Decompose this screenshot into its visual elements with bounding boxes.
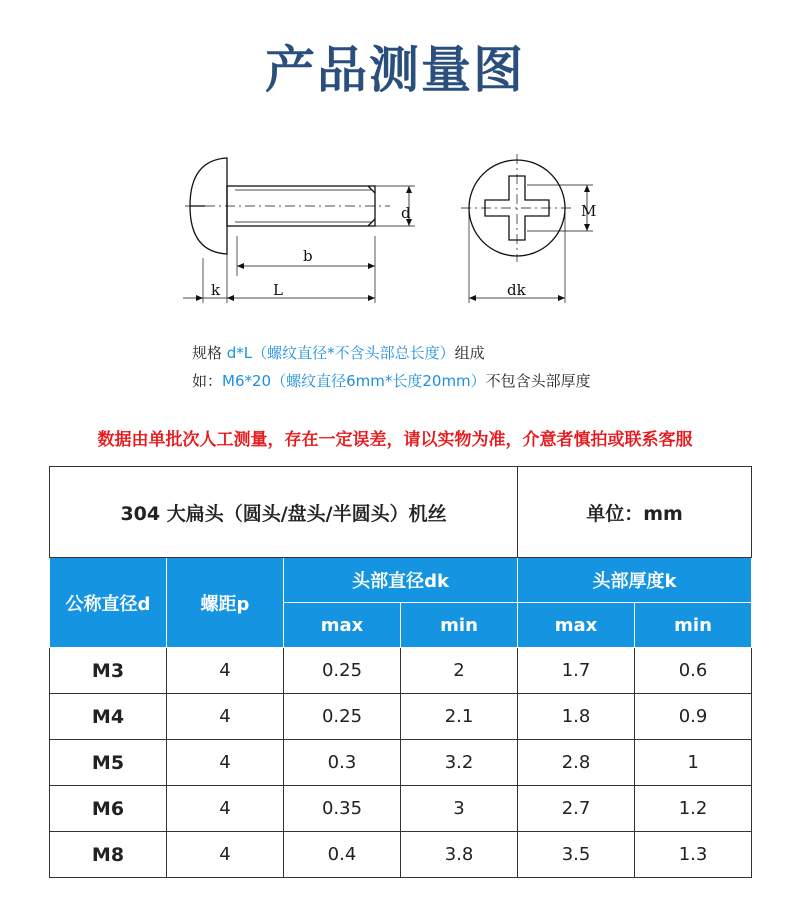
col-head-thickness: 头部厚度k xyxy=(518,558,752,603)
k-max-cell: 1.8 xyxy=(518,694,635,740)
k-max-cell: 2.7 xyxy=(518,786,635,832)
dk-min-cell: 3.2 xyxy=(401,740,518,786)
k-max-cell: 2.8 xyxy=(518,740,635,786)
size-cell: M3 xyxy=(50,648,167,694)
col-dk-min: min xyxy=(401,603,518,648)
table-row xyxy=(50,648,752,694)
table-row xyxy=(50,786,752,832)
pitch-cell: 4 xyxy=(167,832,284,878)
dk-max-cell: 0.25 xyxy=(284,648,401,694)
label-k: k xyxy=(211,281,221,299)
spec-line-2 xyxy=(192,370,591,391)
table-row xyxy=(50,832,752,878)
dk-min-cell: 3.8 xyxy=(401,832,518,878)
spec-line-1-highlight: d*L（螺纹直径*不含头部总长度） xyxy=(226,344,455,362)
pitch-cell: 4 xyxy=(167,786,284,832)
size-cell: M6 xyxy=(50,786,167,832)
dk-max-cell: 0.25 xyxy=(284,694,401,740)
spec-line-1-prefix: 规格 xyxy=(192,344,227,362)
col-k-max: max xyxy=(518,603,635,648)
spec-line-2-highlight: M6*20（螺纹直径6mm*长度20mm） xyxy=(222,372,486,390)
k-min-cell: 1 xyxy=(635,740,752,786)
measurement-warning: 数据由单批次人工测量，存在一定误差，请以实物为准，介意者慎拍或联系客服 xyxy=(97,430,693,450)
col-pitch: 螺距p xyxy=(167,558,284,648)
k-min-cell: 0.9 xyxy=(635,694,752,740)
pitch-cell: 4 xyxy=(167,648,284,694)
spec-line-1 xyxy=(192,342,485,363)
k-min-cell: 0.6 xyxy=(635,648,752,694)
pitch-cell: 4 xyxy=(167,694,284,740)
size-cell: M8 xyxy=(50,832,167,878)
label-dk: dk xyxy=(507,281,526,299)
dk-max-cell: 0.4 xyxy=(284,832,401,878)
dk-max-cell: 0.35 xyxy=(284,786,401,832)
table-row xyxy=(50,694,752,740)
size-cell: M5 xyxy=(50,740,167,786)
table-title-row xyxy=(50,467,752,558)
product-title: 304 大扁头（圆头/盘头/半圆头）机丝 xyxy=(50,467,518,558)
spec-line-1-suffix: 组成 xyxy=(454,344,485,362)
size-cell: M4 xyxy=(50,694,167,740)
dk-min-cell: 3 xyxy=(401,786,518,832)
col-dk-max: max xyxy=(284,603,401,648)
label-M: M xyxy=(581,202,597,220)
table-row xyxy=(50,740,752,786)
page-title: 产品测量图 xyxy=(265,41,525,99)
col-nominal-diameter: 公称直径d xyxy=(50,558,167,648)
label-b: b xyxy=(303,247,313,265)
screw-measurement-diagram xyxy=(175,148,615,308)
dk-min-cell: 2.1 xyxy=(401,694,518,740)
label-L: L xyxy=(273,281,283,299)
spec-line-2-prefix: 如： xyxy=(192,372,223,390)
k-max-cell: 3.5 xyxy=(518,832,635,878)
pitch-cell: 4 xyxy=(167,740,284,786)
unit-label: 单位：mm xyxy=(518,467,752,558)
dk-min-cell: 2 xyxy=(401,648,518,694)
k-min-cell: 1.2 xyxy=(635,786,752,832)
k-min-cell: 1.3 xyxy=(635,832,752,878)
col-head-diameter: 头部直径dk xyxy=(284,558,518,603)
k-max-cell: 1.7 xyxy=(518,648,635,694)
spec-table xyxy=(49,466,752,878)
spec-line-2-suffix: 不包含头部厚度 xyxy=(485,372,591,390)
dk-max-cell: 0.3 xyxy=(284,740,401,786)
table-header-row xyxy=(50,558,752,603)
col-k-min: min xyxy=(635,603,752,648)
label-d: d xyxy=(401,204,411,222)
